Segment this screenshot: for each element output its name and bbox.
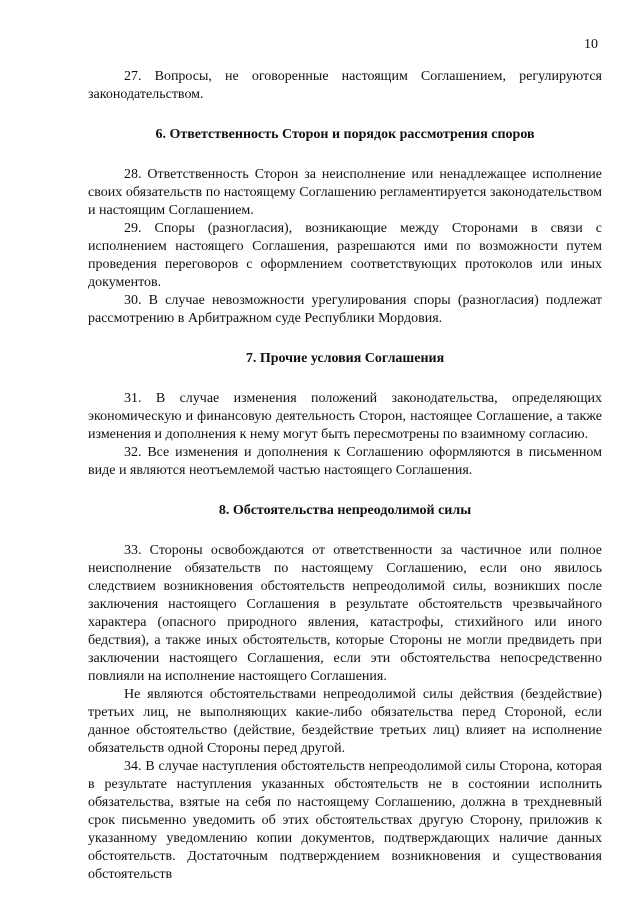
section-heading-8: 8. Обстоятельства непреодолимой силы [218, 503, 472, 518]
paragraph-31: 31. В случае изменения положений законодательства, определяющих экономическую и финансовую деятельность Сторон, настоящее Соглашение, а также изменения и дополнения к нему могут быть пересмотрены по взаимному согласию. [88, 391, 602, 442]
section-heading-7: 7. Прочие условия Соглашения [245, 351, 445, 366]
paragraph-32: 32. Все изменения и дополнения к Соглашению оформляются в письменном виде и являются неотъемлемой частью настоящего Соглашения. [88, 445, 602, 478]
paragraph-29: 29. Споры (разногласия), возникающие между Сторонами в связи с исполнением настоящего Соглашения, разрешаются ими по возможности путем проведения переговоров с оформлением соответствующих протоколов или иных документов. [88, 221, 602, 290]
document-body [88, 68, 602, 884]
paragraph-33-note: Не являются обстоятельствами непреодолимой силы действия (бездействие) третьих лиц, не выполняющих какие-либо обязательства перед Стороной, если данное обстоятельство (действие, бездействие третьих лиц) влияет на исполнение обязательств одной Стороны перед другой. [88, 687, 602, 756]
page-number: 10 [584, 37, 598, 52]
paragraph-34: 34. В случае наступления обстоятельств непреодолимой силы Сторона, которая в результате наступления указанных обстоятельств не в состоянии исполнить обязательства, взятые на себя по настоящему Соглашению, должна в трехдневный срок письменно уведомить об этих обстоятельствах другую Сторону, приложив к указанному уведомлению копии документов, подтверждающих наличие данных обстоятельств. Достаточным подтверждением возникновения и существования обстоятельств [88, 759, 602, 882]
paragraph-30: 30. В случае невозможности урегулирования споры (разногласия) подлежат рассмотрению в Арбитражном суде Республики Мордовия. [88, 293, 602, 326]
section-heading-6: 6. Ответственность Сторон и порядок рассмотрения споров [155, 127, 535, 142]
paragraph-33: 33. Стороны освобождаются от ответственности за частичное или полное неисполнение обязательств по настоящему Соглашению, если оно явилось следствием возникновения обстоятельств непреодолимой силы, возникших после заключения настоящего Соглашения в результате обстоятельств чрезвычайного характера (опасного природного явления, катастрофы, стихийного или иного бедствия), а также иных обстоятельств, которые Стороны не могли предвидеть при заключении настоящего Соглашения, если эти обстоятельства непосредственно повлияли на исполнение настоящего Соглашения. [88, 543, 602, 684]
paragraph-27: 27. Вопросы, не оговоренные настоящим Соглашением, регулируются законодательством. [88, 69, 602, 102]
paragraph-28: 28. Ответственность Сторон за неисполнение или ненадлежащее исполнение своих обязательств по настоящему Соглашению регламентируется законодательством и настоящим Соглашением. [88, 167, 602, 218]
